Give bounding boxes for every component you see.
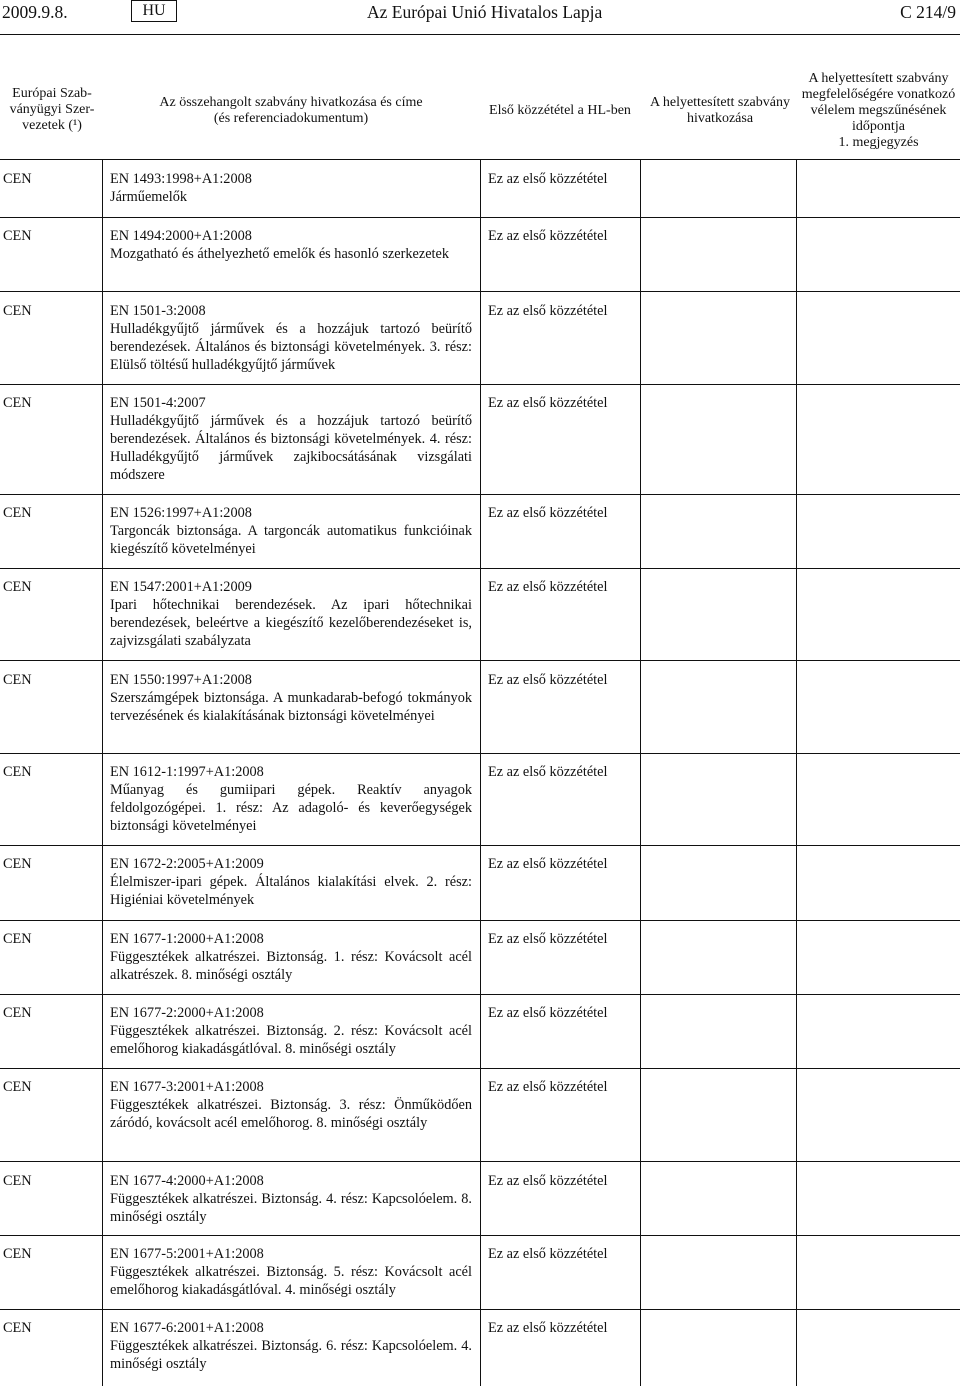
row-organisation: CEN [3,303,32,319]
row-first-publication: Ez az első közzététel [488,303,608,319]
column-header-line: időpontja [852,119,905,134]
column-header-line: vezetek (¹) [22,118,82,133]
row-divider [0,845,960,846]
column-header-line: 1. megjegyzés [838,135,919,150]
column-header-line: Az összehangolt szabvány hivatkozása és címe [159,95,423,110]
row-organisation: CEN [3,1173,32,1189]
row-divider [0,1235,960,1236]
standard-code: EN 1501-4:2007 [110,395,206,411]
row-first-publication: Ez az első közzététel [488,1173,608,1189]
row-reference [110,671,472,725]
standard-title: Függesztékek alkatrészei. Biztonság. 5. rész: Kovácsolt acél emelőhorog kiakadásgátlóval. 4. minőségi osztály [110,1264,472,1298]
row-reference [110,1078,472,1132]
row-divider [0,291,960,292]
standard-code: EN 1494:2000+A1:2008 [110,228,252,244]
row-reference [110,227,472,263]
row-reference [110,1319,472,1373]
row-first-publication: Ez az első közzététel [488,856,608,872]
row-organisation: CEN [3,1246,32,1262]
standard-title: Műanyag és gumiipari gépek. Reaktív anyagok feldolgozógépei. 1. rész: Az adagoló- és keverőegységek biztonsági követelményei [110,782,472,834]
column-header-line: A helyettesített szabvány [808,71,949,86]
row-organisation: CEN [3,764,32,780]
row-divider [0,660,960,661]
row-organisation: CEN [3,395,32,411]
column-header-replaced-standard [645,95,795,127]
row-organisation: CEN [3,1005,32,1021]
row-first-publication: Ez az első közzététel [488,579,608,595]
column-header-line: vélelem megszűnésének [810,103,947,118]
column-header-line: Első közzététel a HL-ben [489,103,631,118]
column-header-line: hivatkozása [686,111,754,126]
row-first-publication: Ez az első közzététel [488,505,608,521]
row-organisation: CEN [3,672,32,688]
row-divider [0,568,960,569]
row-divider [0,494,960,495]
row-reference [110,504,472,558]
row-reference [110,170,472,206]
row-organisation: CEN [3,1079,32,1095]
standard-title: Hulladékgyűjtő járművek és a hozzájuk tartozó beürítő berendezések. Általános és biztonsági követelmények. 3. rész: Elülső töltésű hulladékgyűjtő járművek [110,321,472,373]
standard-code: EN 1672-2:2005+A1:2009 [110,856,264,872]
row-divider [0,1068,960,1069]
standard-code: EN 1677-5:2001+A1:2008 [110,1246,264,1262]
row-divider [0,753,960,754]
row-organisation: CEN [3,228,32,244]
standard-title: Ipari hőtechnikai berendezések. Az ipari hőtechnikai berendezések, beleértve a kiegészítő kezelőberendezéseket is, zajvizsgálati szabályzata [110,597,472,649]
row-reference [110,394,472,484]
standard-code: EN 1677-3:2001+A1:2008 [110,1079,264,1095]
page-number: C 214/9 [900,2,956,22]
standard-title: Járműemelők [110,189,188,205]
page-header [0,0,960,26]
standard-title: Függesztékek alkatrészei. Biztonság. 1. rész: Kovácsolt acél alkatrészek. 8. minőségi osztály [110,949,472,983]
row-reference [110,855,472,909]
row-organisation: CEN [3,931,32,947]
standard-title: Függesztékek alkatrészei. Biztonság. 3. rész: Önműködően záródó, kovácsolt acél emelőhorog. 8. minőségi osztály [110,1097,472,1131]
standard-code: EN 1677-6:2001+A1:2008 [110,1320,264,1336]
standard-code: EN 1677-2:2000+A1:2008 [110,1005,264,1021]
row-organisation: CEN [3,579,32,595]
standard-code: EN 1612-1:1997+A1:2008 [110,764,264,780]
row-organisation: CEN [3,505,32,521]
row-divider [0,217,960,218]
row-reference [110,302,472,374]
column-header-org [2,86,102,134]
column-divider [480,159,481,1386]
standard-title: Függesztékek alkatrészei. Biztonság. 4. rész: Kapcsolóelem. 8. minőségi osztály [110,1191,472,1225]
column-header-first-publication [480,103,640,119]
column-header-cessation-date [797,71,960,151]
standard-title: Hulladékgyűjtő járművek és a hozzájuk tartozó beürítő berendezések. Általános és biztonsági követelmények. 4. rész: Hulladékgyűjtő járművek zajkibocsátásának vizsgálati módszere [110,413,472,483]
row-first-publication: Ez az első közzététel [488,764,608,780]
standard-code: EN 1677-4:2000+A1:2008 [110,1173,264,1189]
row-reference [110,763,472,835]
row-first-publication: Ez az első közzététel [488,931,608,947]
column-header-line: Európai Szab- [12,86,92,101]
row-divider [0,1309,960,1310]
row-reference [110,578,472,650]
column-header-reference [110,95,472,127]
row-divider [0,994,960,995]
standard-title: Élelmiszer-ipari gépek. Általános kialakítási elvek. 2. rész: Higiéniai követelmények [110,874,472,908]
row-organisation: CEN [3,1320,32,1336]
standard-code: EN 1547:2001+A1:2009 [110,579,252,595]
row-first-publication: Ez az első közzététel [488,171,608,187]
column-header-line: A helyettesített szabvány [650,95,790,110]
row-divider [0,920,960,921]
standard-title: Függesztékek alkatrészei. Biztonság. 6. rész: Kapcsolóelem. 4. minőségi osztály [110,1338,472,1372]
row-divider [0,1161,960,1162]
standard-code: EN 1550:1997+A1:2008 [110,672,252,688]
column-divider [640,159,641,1386]
language-badge: HU [131,0,177,22]
column-divider [796,159,797,1386]
row-organisation: CEN [3,856,32,872]
standard-title: Targoncák biztonsága. A targoncák automatikus funkcióinak kiegészítő követelményei [110,523,472,557]
standard-code: EN 1501-3:2008 [110,303,206,319]
publication-date: 2009.9.8. [2,2,68,22]
row-reference [110,930,472,984]
row-first-publication: Ez az első közzététel [488,1246,608,1262]
row-divider [0,384,960,385]
standard-title: Függesztékek alkatrészei. Biztonság. 2. rész: Kovácsolt acél emelőhorog kiakadásgátlóval. 8. minőségi osztály [110,1023,472,1057]
row-reference [110,1172,472,1226]
column-header-line: (és referenciadokumentum) [213,111,369,126]
row-first-publication: Ez az első közzététel [488,1005,608,1021]
column-header-line: ványügyi Szer- [9,102,95,117]
standard-title: Mozgatható és áthelyezhető emelők és hasonló szerkezetek [110,246,450,262]
row-first-publication: Ez az első közzététel [488,395,608,411]
row-first-publication: Ez az első közzététel [488,1320,608,1336]
header-rule [0,34,960,35]
standard-code: EN 1493:1998+A1:2008 [110,171,252,187]
row-reference [110,1245,472,1299]
standard-code: EN 1526:1997+A1:2008 [110,505,252,521]
journal-title: Az Európai Unió Hivatalos Lapja [367,2,603,22]
standard-title: Szerszámgépek biztonsága. A munkadarab-befogó tokmányok tervezésének és kialakításának biztonsági követelményei [110,690,472,724]
column-divider [102,159,103,1386]
row-first-publication: Ez az első közzététel [488,228,608,244]
row-first-publication: Ez az első közzététel [488,1079,608,1095]
column-header-line: megfelelőségére vonatkozó [801,87,956,102]
standard-code: EN 1677-1:2000+A1:2008 [110,931,264,947]
row-first-publication: Ez az első közzététel [488,672,608,688]
row-organisation: CEN [3,171,32,187]
row-reference [110,1004,472,1058]
